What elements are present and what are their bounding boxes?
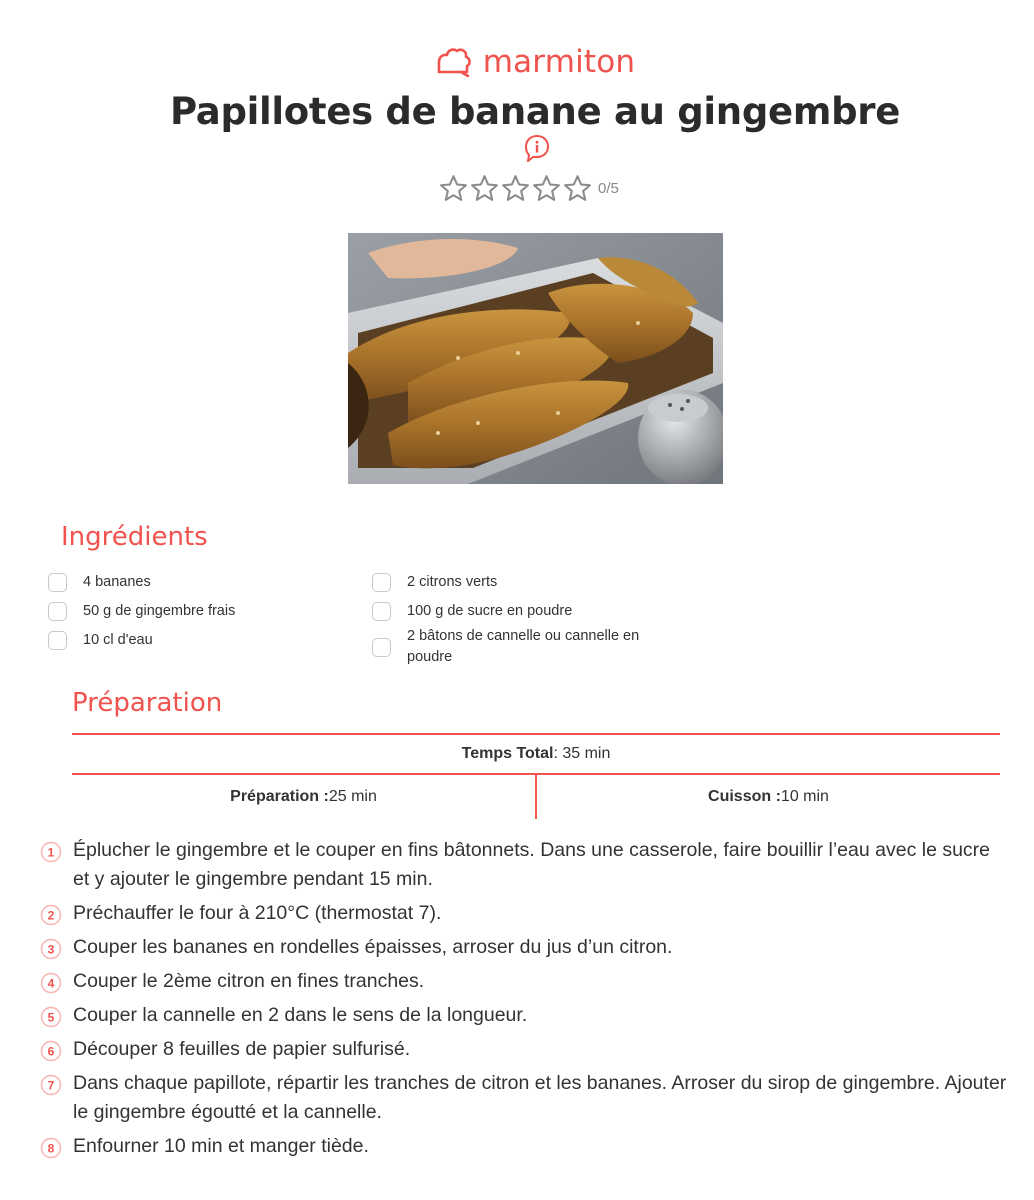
step-number-badge (40, 1006, 62, 1028)
total-time-label: Temps Total (461, 745, 554, 762)
ingredient-item[interactable] (48, 626, 348, 655)
ingredient-label: 4 bananes (83, 574, 151, 590)
cook-time-value: 10 min (780, 788, 829, 805)
ingredient-checkbox[interactable] (48, 631, 67, 650)
step-item (40, 836, 1010, 894)
prep-time-label: Préparation : (230, 788, 329, 805)
step-text: Éplucher le gingembre et le couper en fins bâtonnets. Dans une casserole, faire bouillir l’eau avec le sucre et y ajouter le gingembre pendant 15 min. (73, 839, 991, 890)
total-time-value: : 35 min (553, 745, 611, 762)
step-text: Couper le 2ème citron en fines tranches. (73, 970, 425, 992)
logo-text: marmiton (482, 44, 636, 80)
ingredients-list-right (372, 568, 672, 668)
prep-time (72, 775, 535, 819)
step-text: Couper les bananes en rondelles épaisses, arroser du jus d’un citron. (73, 936, 673, 958)
rating[interactable] (438, 173, 619, 204)
ingredient-label: 10 cl d'eau (83, 632, 153, 648)
step-number-badge (40, 1074, 62, 1096)
marmiton-logo[interactable] (0, 44, 1034, 80)
total-time (72, 733, 1000, 775)
step-item (40, 1035, 1010, 1064)
step-number-badge (40, 1040, 62, 1062)
rating-score: 0/5 (598, 180, 619, 197)
ingredient-label: 100 g de sucre en poudre (407, 603, 573, 619)
recipe-title: Papillotes de banane au gingembre (169, 90, 901, 133)
ingredient-checkbox[interactable] (48, 573, 67, 592)
ingredients-heading: Ingrédients (61, 522, 208, 552)
step-number-badge (40, 938, 62, 960)
step-item (40, 899, 1010, 928)
star-icon[interactable] (531, 173, 562, 204)
svg-text:6: 6 (47, 1044, 55, 1059)
svg-text:8: 8 (47, 1141, 55, 1156)
step-number-badge (40, 841, 62, 863)
step-text: Découper 8 feuilles de papier sulfurisé. (73, 1038, 411, 1060)
step-number-badge (40, 972, 62, 994)
ingredient-item[interactable] (48, 597, 348, 626)
ingredient-item[interactable] (372, 626, 672, 668)
ingredient-checkbox[interactable] (372, 638, 391, 657)
step-item (40, 933, 1010, 962)
time-summary (72, 733, 1000, 819)
step-text: Enfourner 10 min et manger tiède. (73, 1135, 369, 1157)
chef-hat-icon (435, 45, 473, 79)
ingredient-item[interactable] (372, 568, 672, 597)
step-number-badge (40, 904, 62, 926)
info-icon[interactable] (524, 134, 550, 162)
ingredient-label: 2 bâtons de cannelle ou cannelle en poudre (407, 628, 640, 665)
prep-time-value: 25 min (328, 788, 377, 805)
svg-text:5: 5 (47, 1010, 55, 1025)
preparation-heading: Préparation (72, 688, 223, 718)
recipe-photo (348, 233, 723, 484)
preparation-steps (40, 836, 1010, 1166)
svg-text:7: 7 (47, 1078, 55, 1093)
ingredient-label: 2 citrons verts (407, 574, 498, 590)
ingredient-item[interactable] (48, 568, 348, 597)
step-item (40, 1069, 1010, 1127)
ingredients-list-left (48, 568, 348, 655)
cook-time-label: Cuisson : (708, 788, 781, 805)
ingredient-label: 50 g de gingembre frais (83, 603, 236, 619)
svg-text:2: 2 (47, 908, 55, 923)
ingredient-item[interactable] (372, 597, 672, 626)
step-item (40, 1132, 1010, 1161)
step-text: Couper la cannelle en 2 dans le sens de la longueur. (73, 1004, 528, 1026)
step-item (40, 1001, 1010, 1030)
svg-text:1: 1 (47, 845, 55, 860)
svg-text:3: 3 (47, 942, 55, 957)
star-icon[interactable] (500, 173, 531, 204)
svg-text:4: 4 (47, 976, 55, 991)
step-text: Préchauffer le four à 210°C (thermostat 7). (73, 902, 442, 924)
star-icon[interactable] (562, 173, 593, 204)
cook-time (535, 775, 1000, 819)
ingredient-checkbox[interactable] (372, 602, 391, 621)
step-item (40, 967, 1010, 996)
ingredient-checkbox[interactable] (372, 573, 391, 592)
step-number-badge (40, 1137, 62, 1159)
ingredient-checkbox[interactable] (48, 602, 67, 621)
step-text: Dans chaque papillote, répartir les tranches de citron et les bananes. Arroser du sirop de gingembre. Ajouter le gingembre égoutté et la cannelle. (73, 1072, 1007, 1123)
star-icon[interactable] (438, 173, 469, 204)
star-icon[interactable] (469, 173, 500, 204)
